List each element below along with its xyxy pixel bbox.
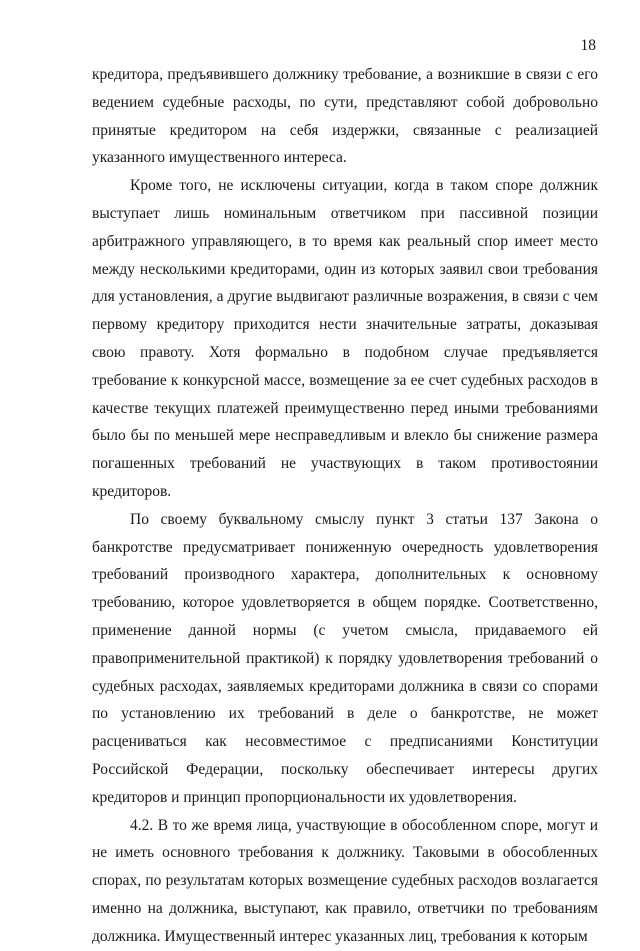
- paragraph: Кроме того, не исключены ситуации, когда в таком споре должник выступает лишь номинальным ответчиком при пассивной позиции арбитражного управляющего, в то время как реальный спор имеет место между несколькими кредиторами, один из которых заявил свои требования для установления, а другие выдвигают различные возражения, в связи с чем первому кредитору приходится нести значительные затраты, доказывая свою правоту. Хотя формально в подобном случае предъявляется требование к конкурсной массе, возмещение за ее счет судебных расходов в качестве текущих платежей преимущественно перед иными требованиями было бы по меньшей мере несправедливым и влекло бы снижение размера погашенных требований не участвующих в таком противостоянии кредиторов.: [92, 177, 598, 500]
- paragraph-continuation: кредитора, предъявившего должнику требование, а возникшие в связи с его ведением судебные расходы, по сути, представляют собой добровольно принятые кредитором на себя издержки, связанные с реализацией указанного имущественного интереса.: [92, 66, 598, 167]
- paragraph: 4.2. В то же время лица, участвующие в обособленном споре, могут и не иметь основного требования к должнику. Таковыми в обособленных спорах, по результатам которых возмещение судебных расходов возлагается именно на должника, выступают, как правило, ответчики по требованиям должника. Имущественный интерес указанных лиц, требования к которым: [92, 816, 598, 945]
- page-number: 18: [580, 37, 596, 54]
- document-body: [92, 61, 598, 951]
- paragraph: По своему буквальному смыслу пункт 3 статьи 137 Закона о банкротстве предусматривает пониженную очередность удовлетворения требований производного характера, дополнительных к основному требованию, которое удовлетворяется в общем порядке. Соответственно, применение данной нормы (с учетом смысла, придаваемого ей правоприменительной практикой) к порядку удовлетворения требований о судебных расходах, заявляемых кредиторами должника в связи со спорами по установлению их требований в деле о банкротстве, не может расцениваться как несовместимое с предписаниями Конституции Российской Федерации, поскольку обеспечивает интересы других кредиторов и принцип пропорциональности их удовлетворения.: [92, 510, 598, 806]
